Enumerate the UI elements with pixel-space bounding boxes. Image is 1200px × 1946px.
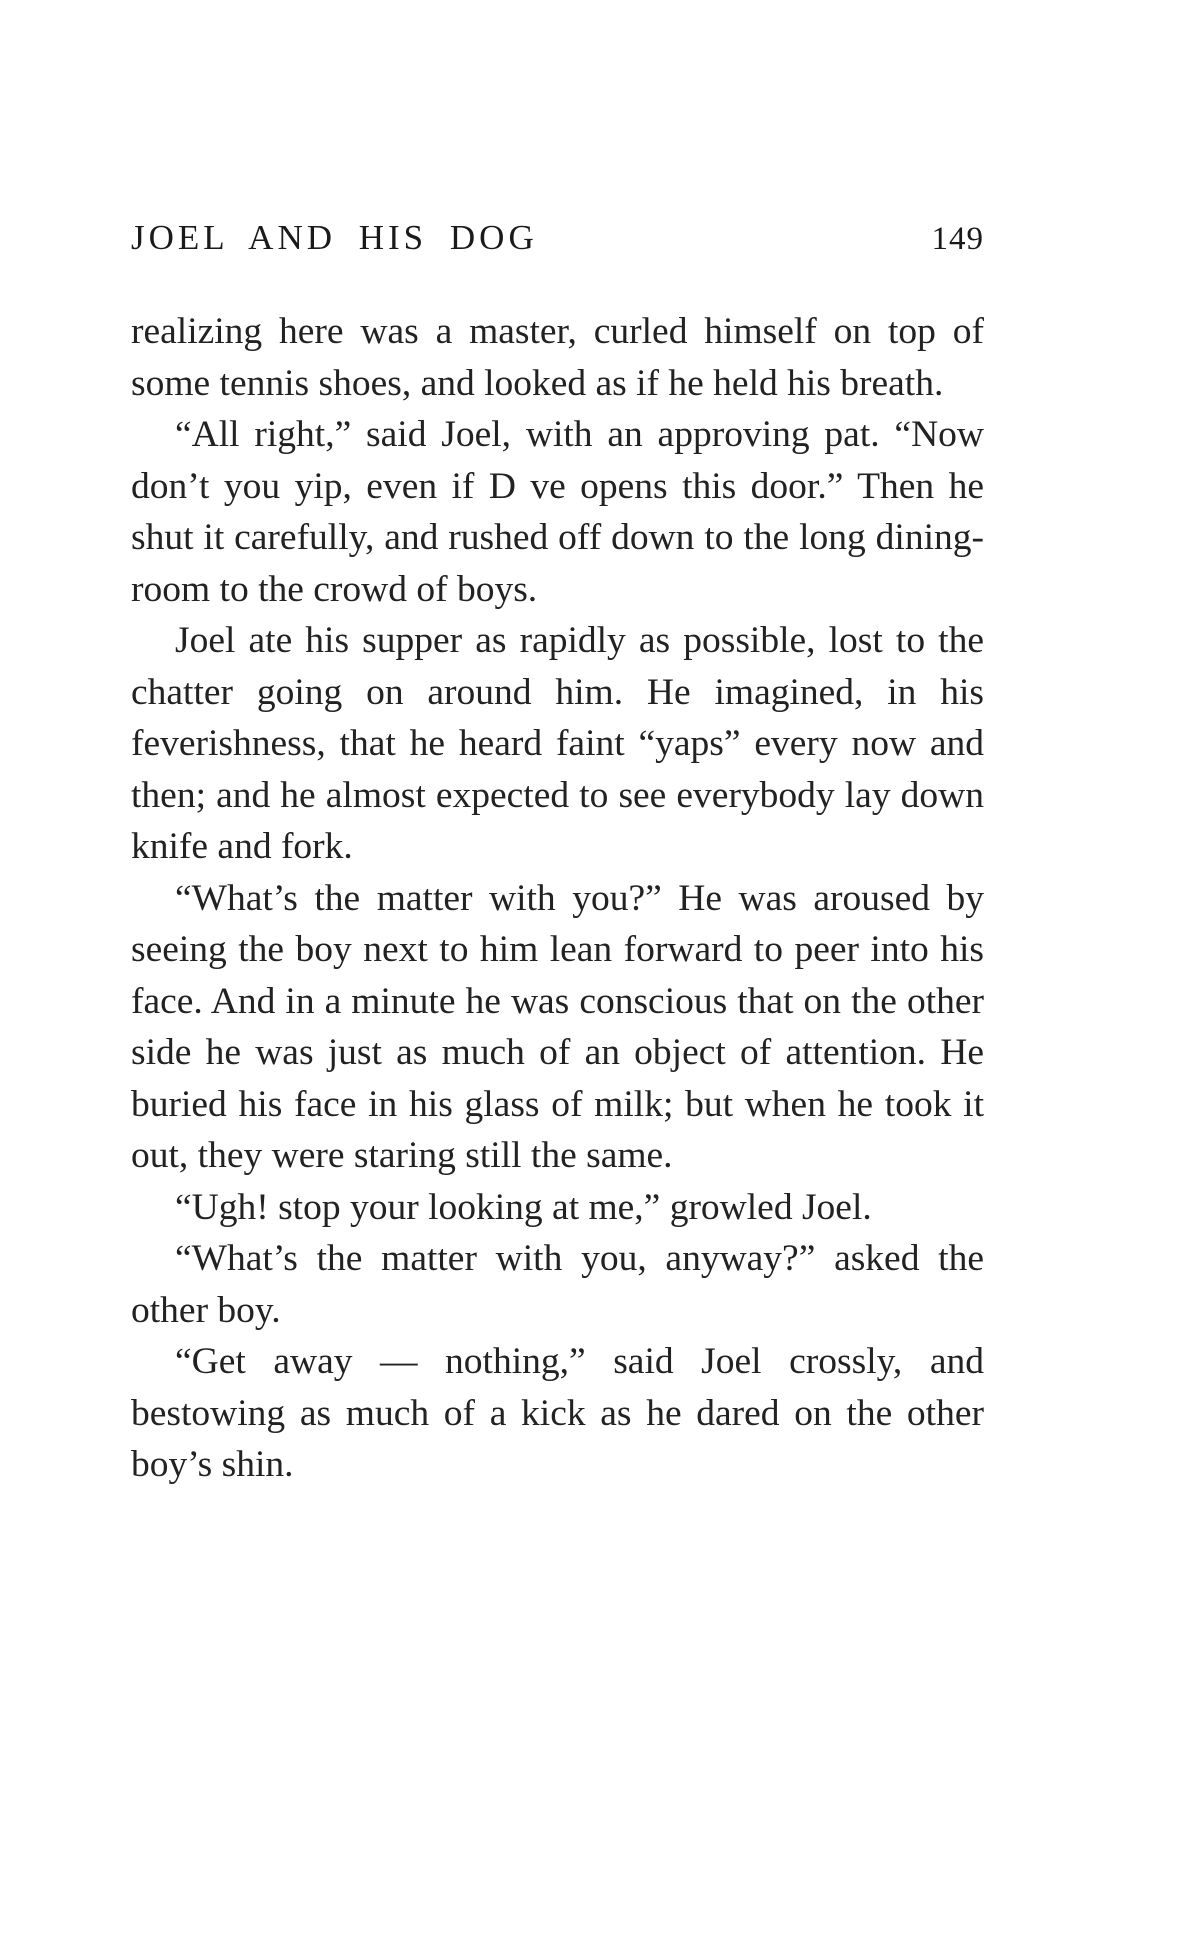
paragraph: realizing here was a master, curled himself on top of some tennis shoes, and looked as if he held his breath. <box>131 311 984 404</box>
running-head <box>131 218 984 268</box>
paragraph: “What’s the matter with you?” He was aroused by seeing the boy next to him lean forward to peer into his face. And in a minute he was conscious that on the other side he was just as much of an object of attention. He buried his face in his glass of milk; but when he took it out, they were staring still the same. <box>131 877 984 1176</box>
paragraph: “Get away — nothing,” said Joel crossly, and bestowing as much of a kick as he dared on the other boy’s shin. <box>131 1341 984 1485</box>
page-number: 149 <box>931 221 984 257</box>
paragraph: “What’s the matter with you, anyway?” asked the other boy. <box>131 1238 984 1331</box>
paragraph: “Ugh! stop your looking at me,” growled Joel. <box>175 1186 872 1228</box>
running-title: JOEL AND HIS DOG <box>131 218 538 257</box>
paragraph: Joel ate his supper as rapidly as possible, lost to the chatter going on around him. He imagined, in his feverishness, that he heard faint “yaps” every now and then; and he almost expected to see everybody lay down knife and fork. <box>131 620 984 867</box>
body-text <box>131 306 984 1491</box>
paragraph: “All right,” said Joel, with an approving pat. “Now don’t you yip, even if D ve opens this door.” Then he shut it carefully, and rushed off down to the long dining-room to the crowd of boys. <box>131 414 984 610</box>
